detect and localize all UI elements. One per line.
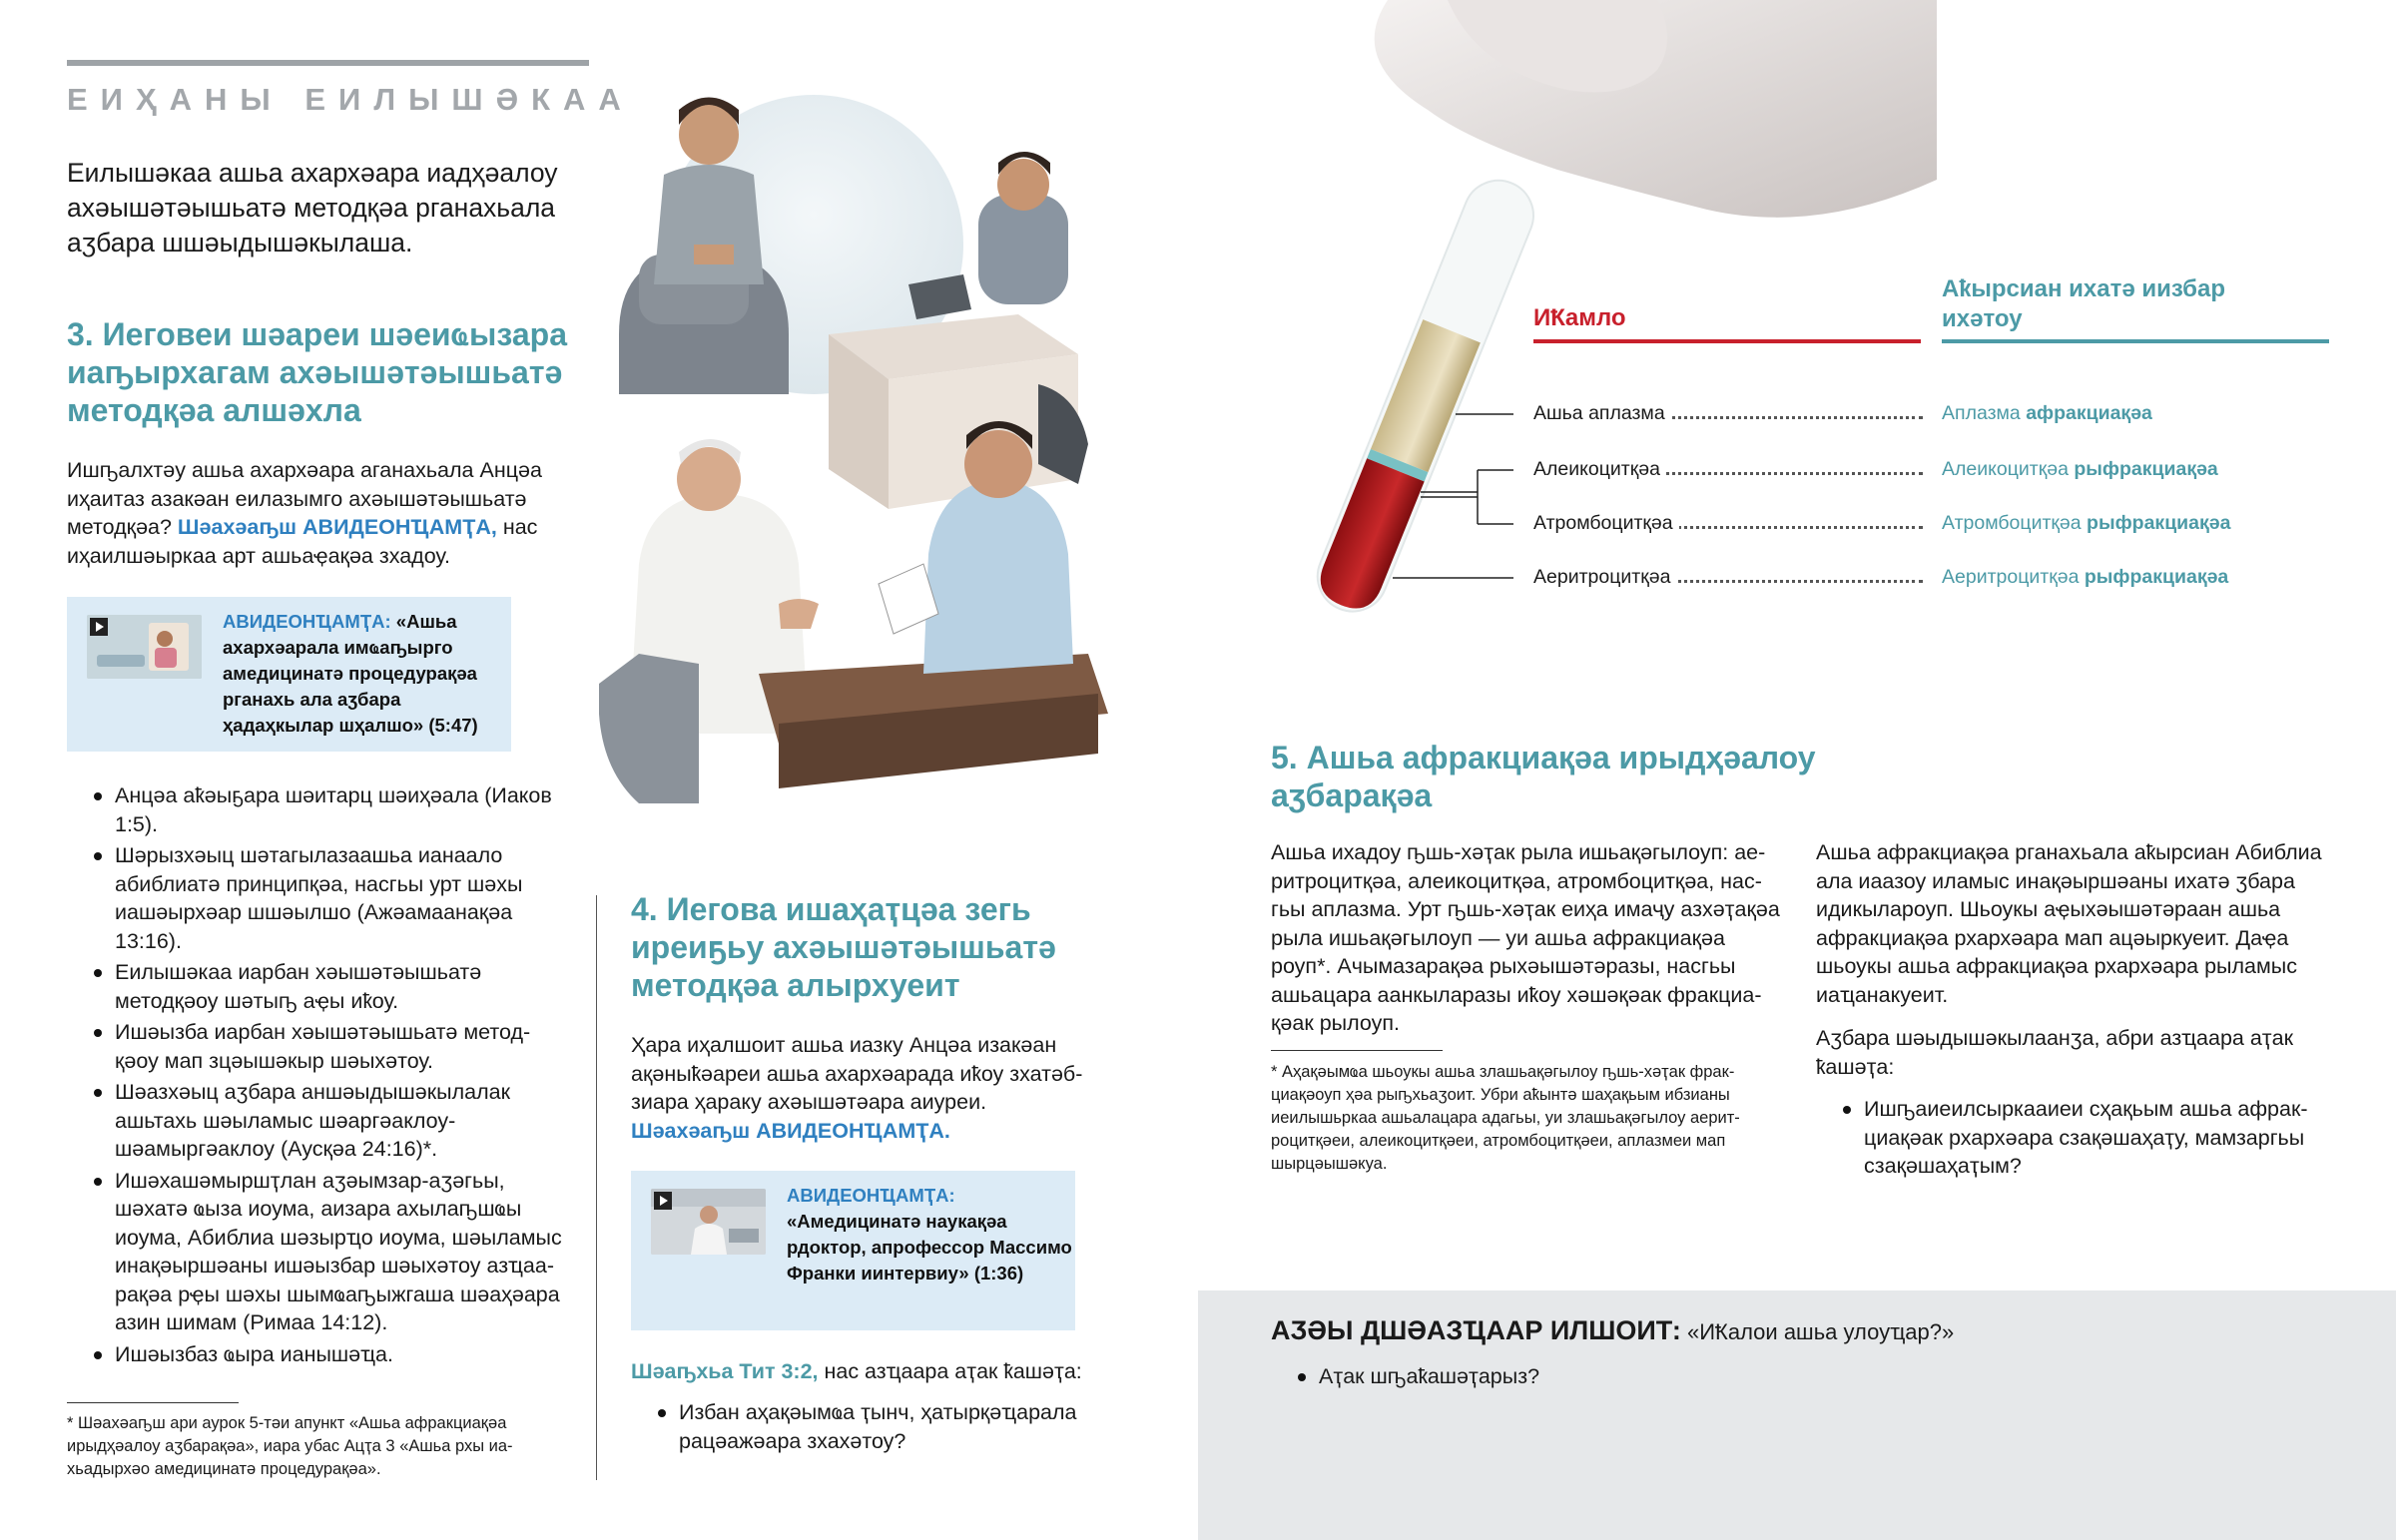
scripture-ref[interactable]: Шәаҧхьа Тит 3:2, (631, 1359, 819, 1383)
paragraph-text: Ишҧалхтәу ашьа ахархәара аганахьала Анцәа иҳаитаз азакәан еилазымго ахәышәтәышьатә методқәа? (67, 458, 542, 539)
component-row-plasma (1533, 402, 2332, 432)
video-label: АВИДЕОНҴАМҬА: (223, 611, 391, 632)
component-name: Атромбоцитқәа (1533, 512, 1679, 535)
play-icon[interactable] (90, 618, 108, 636)
illustration-patients-doctor (599, 85, 1118, 853)
video-box-1[interactable] (67, 597, 511, 752)
paragraph-section-4 (631, 1031, 1110, 1145)
bullet-list-friends (1271, 1362, 2070, 1394)
question-section-4 (631, 1357, 1130, 1386)
heading-rule-red (1533, 339, 1921, 343)
friends-quote: «ИҞалои ашьа улоуҵар?» (1680, 1319, 1955, 1344)
heading-rule-teal (1942, 339, 2329, 343)
list-item: Ишәызба иарбан хәышәтәышьатә методқәоу мап зцәышәкыр шәыхәтоу. (67, 1018, 566, 1075)
video-link[interactable]: Шәахәаҧш АВИДЕОНҴАМҬА, (177, 515, 497, 539)
component-name: Ашьа аплазма (1533, 402, 1671, 425)
list-item: Анцәа аҟәыҕара шәитарц шәиҳәала (Иаков 1:5). (67, 781, 566, 838)
footnote-rule (1271, 1050, 1443, 1051)
question-text: нас азҵаара аҭак ҟашәҭа: (818, 1359, 1082, 1383)
intro-text: Еилышәкаа ашьа ахархәара иадҳәалоу ахәышәтәышьатә методқәа рганахьала аӡбара шшәыдышәкылаша. (67, 158, 558, 257)
video-caption-1 (223, 609, 502, 739)
component-fractions (1942, 512, 2230, 535)
video-title: «Ашьа ахархәарала имҩаҧырго амедицинатә процедурақәа рганахь ала аӡбара ҳадаҳкылар шҳалшо» (5:47) (223, 611, 478, 736)
question-section-5: Аӡбара шәыдышәкылаанӡа, абри азҵаара аҭак ҟашәҭа: (1816, 1026, 2294, 1079)
list-item: Шәрызхәыц шәтагылазаашьа ианаало абиблиатә принципқәа, насгьы урт шәхы иашәырхәар шшәылшо (Ажәамаанақәа 13:16). (67, 841, 566, 955)
footnote-section-5: * Аҳақәымҩа шьоукы ашьа злашьақәгылоу ҧшь-хәҭак фракциақәоуп ҳәа рыҧхьаӡоит. Убри аҟынтә шаҳақьым ибзианы иеилышьркаа ашьалацара адагьы, уи злашьақәгылоу аеритроцитқәеи, алеикоцитқәеи, атромбоцитқәеи, аплазмеи мап шырцәышәкуа. (1271, 1063, 1740, 1173)
list-item: Аҭак шҧаҟашәҭарыз? (1271, 1362, 2070, 1391)
friends-title: АӠӘЫ ДШӘАЗҴААР ИЛШОИТ: (1271, 1315, 1681, 1345)
play-icon[interactable] (654, 1192, 672, 1210)
list-item: Избан аҳақәымҩа ҭынч, ҳатырқәҵарала рацәажәара зхахәтоу? (631, 1398, 1130, 1455)
bullet-list-section-3 (67, 781, 566, 1371)
heading-section-5: 5. Ашьа афракциақәа ирыдҳәалоу аӡбарақәа (1271, 740, 1816, 813)
component-fractions (1942, 566, 2228, 589)
top-rule (67, 60, 589, 66)
fraction-label: Аплазма (1942, 402, 2021, 424)
bullet-list-section-5 (1816, 1095, 2335, 1184)
paragraph-section-3 (67, 456, 586, 570)
column-rule (596, 895, 597, 1480)
fraction-word: рыфракциақәа (2074, 458, 2218, 480)
component-row-erythrocytes (1533, 566, 2332, 596)
video-label: АВИДЕОНҴАМҬА: (787, 1185, 955, 1206)
footnote-section-3: * Шәахәаҧш ари аурок 5-тәи апункт «Ашьа афракциақәа ирыдҳәалоу аӡбарақәа», иара убас Ацҭа 3 «Ашьа рхы иахьадырхәо амедицинатә процедурақәа». (67, 1414, 513, 1478)
component-name: Аеритроцитқәа (1533, 566, 1676, 589)
paragraph-end: нас иҳаилшәыркаа арт ашьаҿақәа зхадоу. (67, 515, 538, 568)
heading-section-3: 3. Иеговеи шәареи шәеиҩызара иаҧырхагам ахәышәтәышьатә методқәа алшәхла (67, 316, 567, 428)
list-item: Ишәызбаз ҩыра ианышәҵа. (67, 1340, 566, 1369)
fraction-word: афракциақәа (2026, 402, 2152, 424)
fraction-word: рыфракциақәа (2084, 566, 2229, 588)
footnote-rule (67, 1402, 239, 1403)
heading-section-4: 4. Иегова ишаҳаҭцәа зегь иреиҕьу ахәышәтәышьатә методқәа алырхуеит (631, 891, 1056, 1003)
list-item: Шәазхәыц аӡбара аншәыдышәкылалак ашьтахь шәыламыс шәаргәаклоу-шәамыргәаклоу (Аусқәа 24:16)*. (67, 1078, 566, 1164)
fraction-label: Алеикоцитқәа (1942, 458, 2069, 480)
video-thumbnail-1[interactable] (87, 615, 202, 679)
section-label: ЕИҲАНЫ ЕИЛЫШӘКАА (67, 82, 634, 117)
column-heading-right: Аҟырсиан ихатә иизбар ихәтоу (1942, 275, 2226, 332)
component-fractions (1942, 402, 2152, 425)
friends-question (1271, 1315, 2349, 1346)
column-heading-left: ИҞамло (1533, 304, 1626, 331)
component-row-thrombocytes (1533, 512, 2332, 542)
video-title: «Амедицинатә наукақәа рдоктор, апрофессор Массимо Франки иинтервиу» (1:36) (787, 1211, 1072, 1283)
paragraph-text: Ҳара иҳалшоит ашьа иазку Анцәа изакәан ақәныҟәареи ашьа ахархәарада иҟоу зхатәбзиара ҳараку ахәышәтәара аиуреи. (631, 1033, 1083, 1114)
component-row-leukocytes (1533, 458, 2332, 488)
video-caption-2 (787, 1183, 1076, 1286)
video-link[interactable]: Шәахәаҧш АВИДЕОНҴАМҬА. (631, 1118, 950, 1143)
fraction-label: Аеритроцитқәа (1942, 566, 2080, 588)
fraction-label: Атромбоцитқәа (1942, 512, 2082, 534)
component-fractions (1942, 458, 2218, 481)
paragraph-section-5-left: Ашьа ихадоу ҧшь-хәҭак рыла ишьақәгылоуп: аеритроцитқәа, алеикоцитқәа, атромбоцитқәа, насгьы аплазма. Урт ҧшь-хәҭак еиҳа имаҷу азхәҭақәа рыла ишьақәгылоуп — уи ашьа афракциақәа роуп*. Ачымазарақәа рыхәышәтәразы, насгьы ашьацара аанкыларазы иҟоу хәшәқәак фракциақәак рылоуп. (1271, 840, 1780, 1035)
bullet-list-section-4 (631, 1398, 1130, 1458)
list-item: Ишҧаиеилсыркааиеи сҳақьым ашьа афракциақәак рхархәара сзақәшаҳаҭу, мамзаргьы сзақәшаҳаҭым? (1816, 1095, 2335, 1181)
fraction-word: рыфракциақәа (2087, 512, 2231, 534)
list-item: Еилышәкаа иарбан хәышәтәышьатә методқәоу шәтыҧ аҿы иҟоу. (67, 958, 566, 1015)
list-item: Ишәхашәмыршҭлан аӡәымзар-аӡәгьы, шәхатә ҩыза иоума, аизара ахылаҧшҩы иоума, Абиблиа шәзырҵо иоума, шәыламыс инақәыршәаны ишәызбар шәыхәтоу азҵаарақәа рҿы шәхы шымҩаҧыжгаша шәаҳәара азин шимам (Римаа 14:12). (67, 1167, 566, 1337)
component-name: Алеикоцитқәа (1533, 458, 1666, 481)
video-thumbnail-2[interactable] (651, 1189, 766, 1255)
video-box-2[interactable] (631, 1171, 1075, 1330)
paragraph-section-5-right: Ашьа афракциақәа рганахьала аҟырсиан Абиблиа ала иаазоу иламыс инақәыршәаны ихатә ӡбара идикылароуп. Шьоукы аҿыхәышәтәраан ашьа афракциақәа рхархәара мап ацәыркуеит. Даҿа шьоукы ашьа афракциақәа рхархәара рыламыс иаҵанакуеит. (1816, 840, 2322, 1007)
